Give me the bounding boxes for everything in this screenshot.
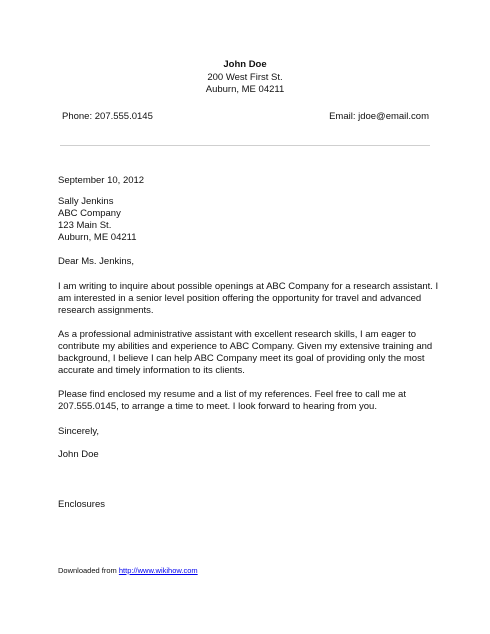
recipient-address <box>58 196 443 244</box>
recipient-line: ABC Company <box>58 208 121 219</box>
sender-email: Email: jdoe@email.com <box>329 111 429 122</box>
recipient-line: 123 Main St. <box>58 220 112 231</box>
sender-name: John Doe <box>223 59 267 70</box>
footer-link[interactable]: http://www.wikihow.com <box>118 566 198 575</box>
recipient-line: Sally Jenkins <box>58 196 114 207</box>
body-paragraph: As a professional administrative assistant with excellent research skills, I am eager to contribute my abilities and experience to ABC Company. Given my extensive training and background, I believe I can help ABC Company meet its goal of providing only the most accurate and timely information to its clients. <box>58 329 433 376</box>
footer-prefix: Downloaded from <box>58 566 117 575</box>
signature-name: John Doe <box>58 449 99 460</box>
body-paragraph: Please find enclosed my resume and a list of my references. Feel free to call me at 207.555.0145, to arrange a time to meet. I look forward to hearing from you. <box>58 389 406 412</box>
body-paragraph: I am writing to inquire about possible openings at ABC Company for a research assistant. I am interested in a senior level position offering the opportunity for travel and advanced research assignments. <box>58 281 439 316</box>
sender-phone: Phone: 207.555.0145 <box>62 111 153 122</box>
enclosures-note: Enclosures <box>58 499 105 510</box>
greeting: Dear Ms. Jenkins, <box>58 256 135 267</box>
recipient-line: Auburn, ME 04211 <box>58 232 137 243</box>
sender-address-line2: Auburn, ME 04211 <box>205 84 285 95</box>
sender-address-line1: 200 West First St. <box>207 72 283 83</box>
download-footer <box>58 566 198 575</box>
closing: Sincerely, <box>58 426 100 437</box>
header-divider <box>60 145 430 146</box>
letter-date: September 10, 2012 <box>58 175 145 186</box>
